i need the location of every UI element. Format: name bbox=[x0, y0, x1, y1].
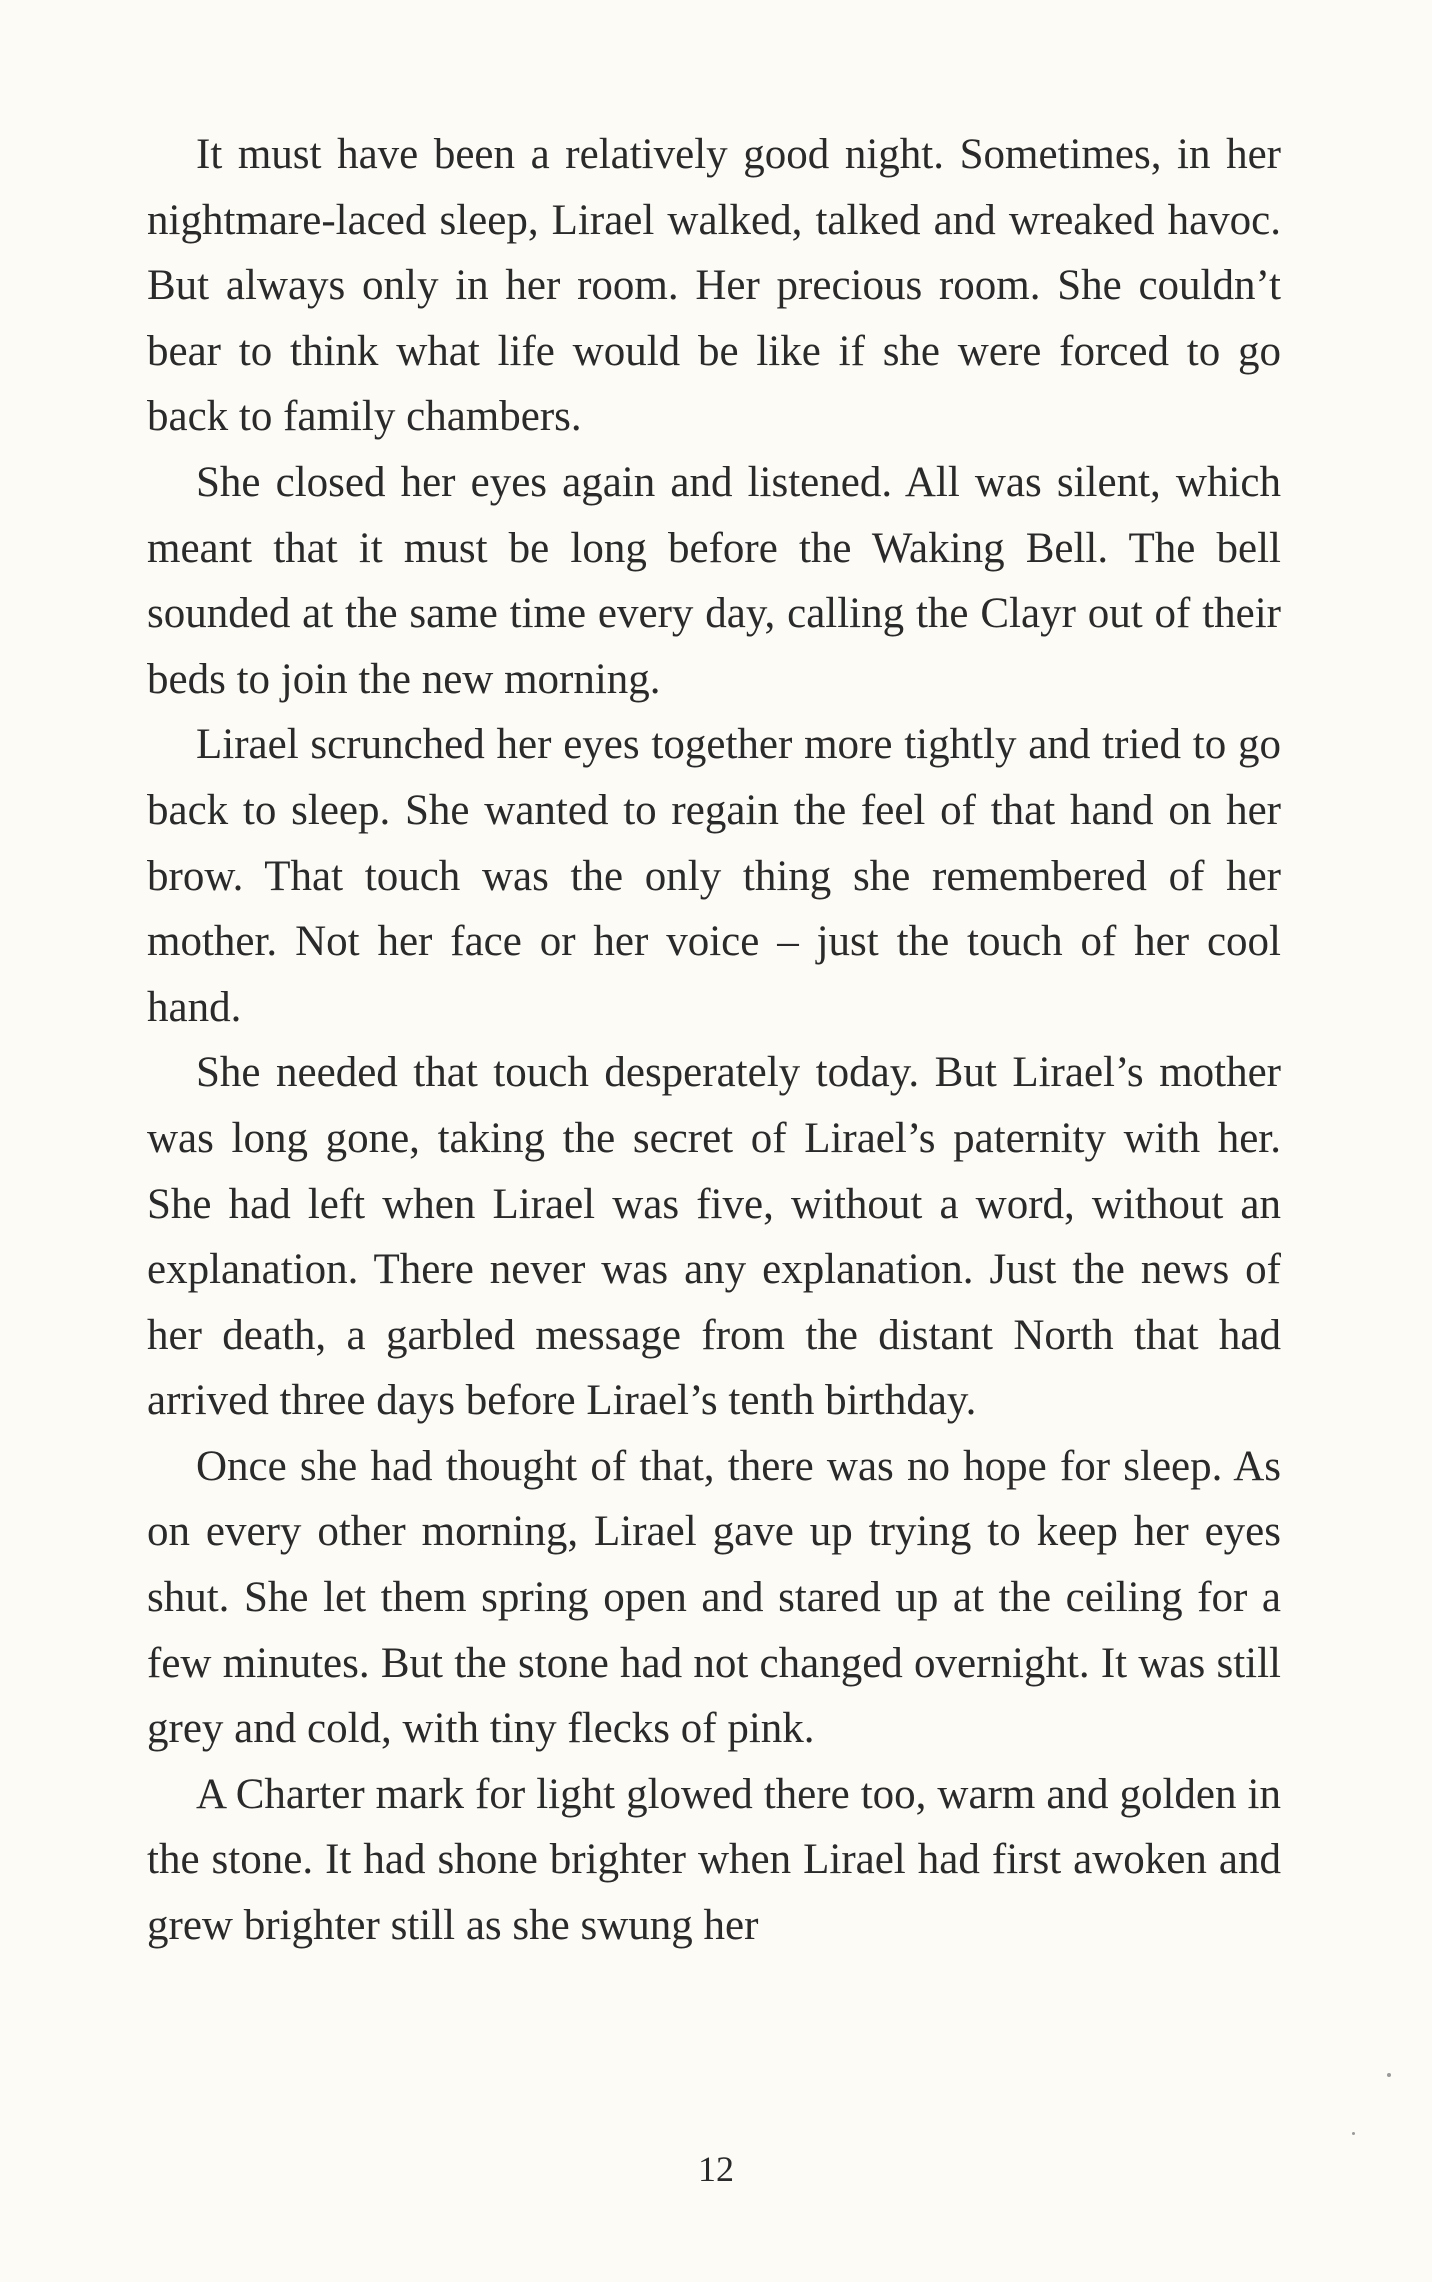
paragraph-5: Once she had thought of that, there was no hope for sleep. As on every other morning, Lirael gave up trying to keep her eyes shut. She let them spring open and stared up at the ceiling for a few minutes. But the stone had not changed overnight. It was still grey and cold, with tiny flecks of pink. bbox=[147, 1442, 1281, 1753]
paragraph-1: It must have been a relatively good night. Sometimes, in her nightmare-laced sleep, Lirael walked, talked and wreaked havoc. But always only in her room. Her precious room. She couldn’t bear to think what life would be like if she were forced to go back to family chambers. bbox=[147, 131, 1281, 441]
paragraph-2: She closed her eyes again and listened. All was silent, which meant that it must be long before the Waking Bell. The bell sounded at the same time every day, calling the Clayr out of their beds to join the new morning. bbox=[147, 458, 1281, 703]
scan-speck bbox=[1352, 2132, 1355, 2135]
page-number: 12 bbox=[698, 2149, 734, 2189]
body-text bbox=[147, 122, 1281, 1959]
scan-speck bbox=[1387, 2073, 1391, 2077]
paragraph-4: She needed that touch desperately today. But Lirael’s mother was long gone, taking the secret of Lirael’s paternity with her. She had left when Lirael was five, without a word, without an explanation. There never was any explanation. Just the news of her death, a garbled message from the distant North that had arrived three days before Lirael’s tenth birthday. bbox=[147, 1049, 1281, 1425]
paragraph-6: A Charter mark for light glowed there too, warm and golden in the stone. It had shone brighter when Lirael had first awoken and grew brighter still as she swung her bbox=[147, 1770, 1281, 1950]
paragraph-3: Lirael scrunched her eyes together more tightly and tried to go back to sleep. She wanted to regain the feel of that hand on her brow. That touch was the only thing she remembered of her mother. Not her face or her voice – just the touch of her cool hand. bbox=[147, 721, 1281, 1031]
